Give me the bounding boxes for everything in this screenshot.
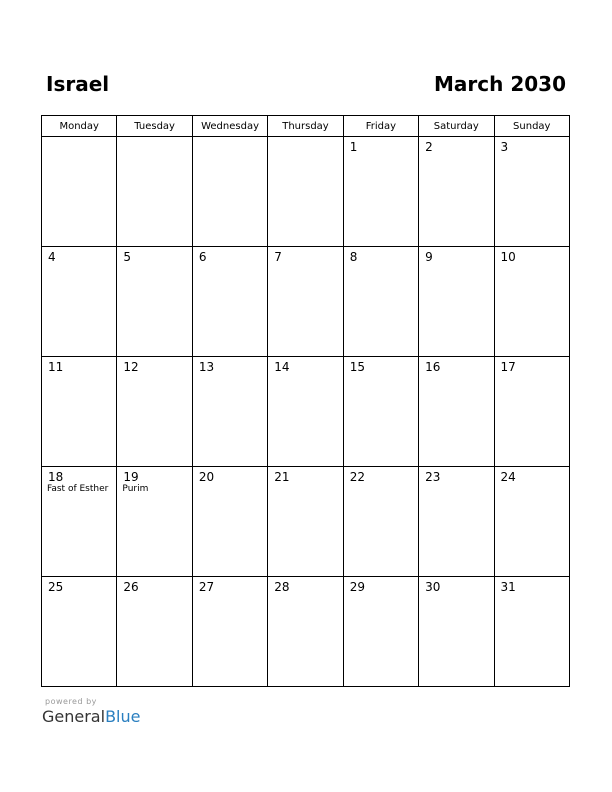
day-cell: [42, 467, 117, 577]
day-cell: [494, 247, 569, 357]
day-number: 31: [500, 580, 516, 594]
day-cell: [117, 467, 192, 577]
day-cell: [42, 137, 117, 247]
day-number: 1: [349, 140, 358, 154]
day-cell: [42, 247, 117, 357]
day-cell: [268, 577, 343, 687]
day-cell: [494, 357, 569, 467]
day-number: 4: [48, 250, 56, 264]
day-number: 5: [123, 250, 132, 264]
day-cell: [268, 137, 343, 247]
footer-branding: [42, 697, 140, 727]
day-cell: [192, 247, 267, 357]
day-cell: [343, 577, 418, 687]
day-number: 22: [349, 470, 365, 484]
day-cell: [117, 247, 192, 357]
day-number: 12: [123, 360, 139, 374]
weekday-wednesday: Wednesday: [192, 116, 267, 137]
week-row: [42, 467, 570, 577]
weekday-sunday: Sunday: [494, 116, 569, 137]
day-cell: [117, 137, 192, 247]
day-number: 9: [425, 250, 433, 264]
holiday-label: Purim: [122, 484, 149, 494]
day-cell: [343, 247, 418, 357]
day-number: 2: [425, 140, 433, 154]
day-number: 24: [500, 470, 516, 484]
day-cell: [192, 357, 267, 467]
weekday-saturday: Saturday: [419, 116, 494, 137]
day-number: 8: [349, 250, 358, 264]
day-number: 10: [500, 250, 516, 264]
day-number: 30: [425, 580, 441, 594]
day-number: 25: [48, 580, 64, 594]
day-cell: [268, 467, 343, 577]
powered-by-label: powered by: [45, 697, 97, 706]
week-row: [42, 357, 570, 467]
day-number: 17: [500, 360, 516, 374]
weekday-monday: Monday: [42, 116, 117, 137]
day-number: 6: [198, 250, 207, 264]
day-cell: [42, 577, 117, 687]
day-cell: [343, 357, 418, 467]
weekday-thursday: Thursday: [268, 116, 343, 137]
day-cell: [494, 137, 569, 247]
week-row: [42, 137, 570, 247]
day-number: 3: [500, 140, 509, 154]
day-number: 16: [425, 360, 441, 374]
day-number: 7: [274, 250, 282, 264]
calendar-body: [42, 137, 570, 687]
day-cell: [192, 467, 267, 577]
day-number: 20: [198, 470, 215, 484]
day-cell: [117, 357, 192, 467]
day-number: 19: [123, 470, 139, 484]
day-cell: [268, 357, 343, 467]
week-row: [42, 577, 570, 687]
holiday-label: Fast of Esther: [47, 484, 109, 494]
day-cell: [343, 467, 418, 577]
logo-blue-text: Blue: [105, 707, 141, 726]
day-cell: [494, 467, 569, 577]
day-cell: [419, 247, 494, 357]
logo-general-text: General: [42, 707, 106, 726]
country-title: Israel: [46, 72, 110, 96]
day-number: [268, 137, 342, 140]
week-row: [42, 247, 570, 357]
calendar-grid: [41, 115, 570, 687]
day-cell: [268, 247, 343, 357]
day-cell: [419, 467, 494, 577]
day-cell: [419, 577, 494, 687]
day-number: 27: [198, 580, 215, 594]
day-number: 15: [349, 360, 365, 374]
weekday-tuesday: Tuesday: [117, 116, 192, 137]
day-number: 18: [48, 470, 64, 484]
day-cell: [494, 577, 569, 687]
day-number: 14: [274, 360, 290, 374]
day-cell: [192, 577, 267, 687]
day-number: 21: [274, 470, 290, 484]
day-number: 26: [123, 580, 139, 594]
day-cell: [419, 137, 494, 247]
day-number: [193, 137, 267, 140]
day-cell: [419, 357, 494, 467]
day-number: 28: [274, 580, 290, 594]
weekday-friday: Friday: [343, 116, 418, 137]
day-cell: [343, 137, 418, 247]
day-number: 13: [198, 360, 215, 374]
day-number: 23: [425, 470, 441, 484]
day-cell: [42, 357, 117, 467]
weekday-header-row: [42, 116, 570, 137]
day-number: 29: [349, 580, 365, 594]
day-cell: [117, 577, 192, 687]
day-cell: [192, 137, 267, 247]
day-number: [117, 137, 191, 140]
day-number: 11: [48, 360, 64, 374]
day-number: [42, 137, 116, 140]
generalblue-logo: [42, 707, 140, 727]
month-title: March 2030: [434, 72, 566, 96]
